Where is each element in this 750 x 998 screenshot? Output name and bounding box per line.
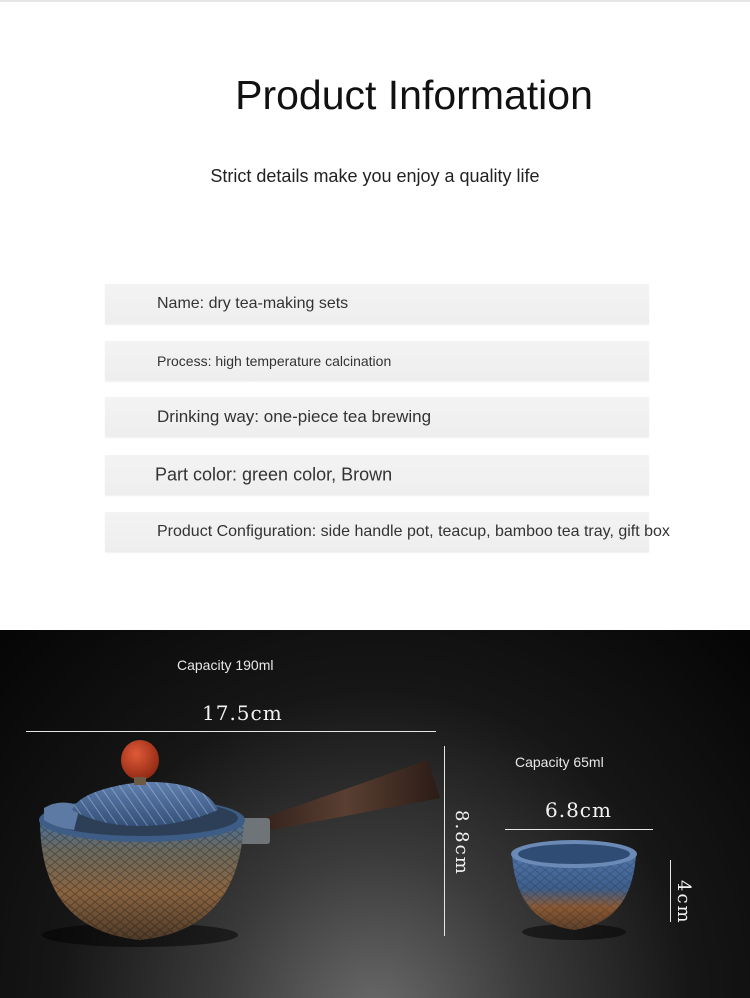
teapot-width-label: 17.5cm xyxy=(202,701,283,725)
teapot-capacity: Capacity 190ml xyxy=(177,657,274,673)
product-dimensions-photo xyxy=(0,630,750,998)
teapot-width-line xyxy=(26,731,436,732)
info-row-name xyxy=(105,284,649,324)
teapot xyxy=(39,740,245,947)
info-row-text: Product Configuration: side handle pot, teacup, bamboo tea tray, gift box xyxy=(157,523,670,540)
info-row-text: Name: dry tea-making sets xyxy=(157,295,349,312)
info-row-text: Drinking way: one-piece tea brewing xyxy=(157,407,432,426)
teacup-width-line xyxy=(505,829,653,830)
page-title: Product Information xyxy=(235,72,593,118)
info-row-configuration xyxy=(105,512,670,552)
tea-set-illustration xyxy=(0,630,750,998)
page-subtitle: Strict details make you enjoy a quality life xyxy=(210,166,540,186)
top-divider xyxy=(0,0,750,2)
teacup-width-label: 6.8cm xyxy=(545,798,612,822)
teacup-capacity: Capacity 65ml xyxy=(515,754,604,770)
teapot-height-line xyxy=(444,746,445,936)
teapot-height-label: 8.8cm xyxy=(451,810,472,876)
info-row-text: Part color: green color, Brown xyxy=(155,464,393,485)
teacup-height-label: 4cm xyxy=(673,880,694,925)
info-row-part-color xyxy=(105,455,649,495)
info-row-text: Process: high temperature calcination xyxy=(157,353,392,369)
info-row-drinking-way xyxy=(105,397,649,437)
teapot-handle xyxy=(236,760,440,844)
info-row-process xyxy=(105,341,649,381)
teacup xyxy=(511,840,637,940)
teacup-height-line xyxy=(670,860,671,922)
